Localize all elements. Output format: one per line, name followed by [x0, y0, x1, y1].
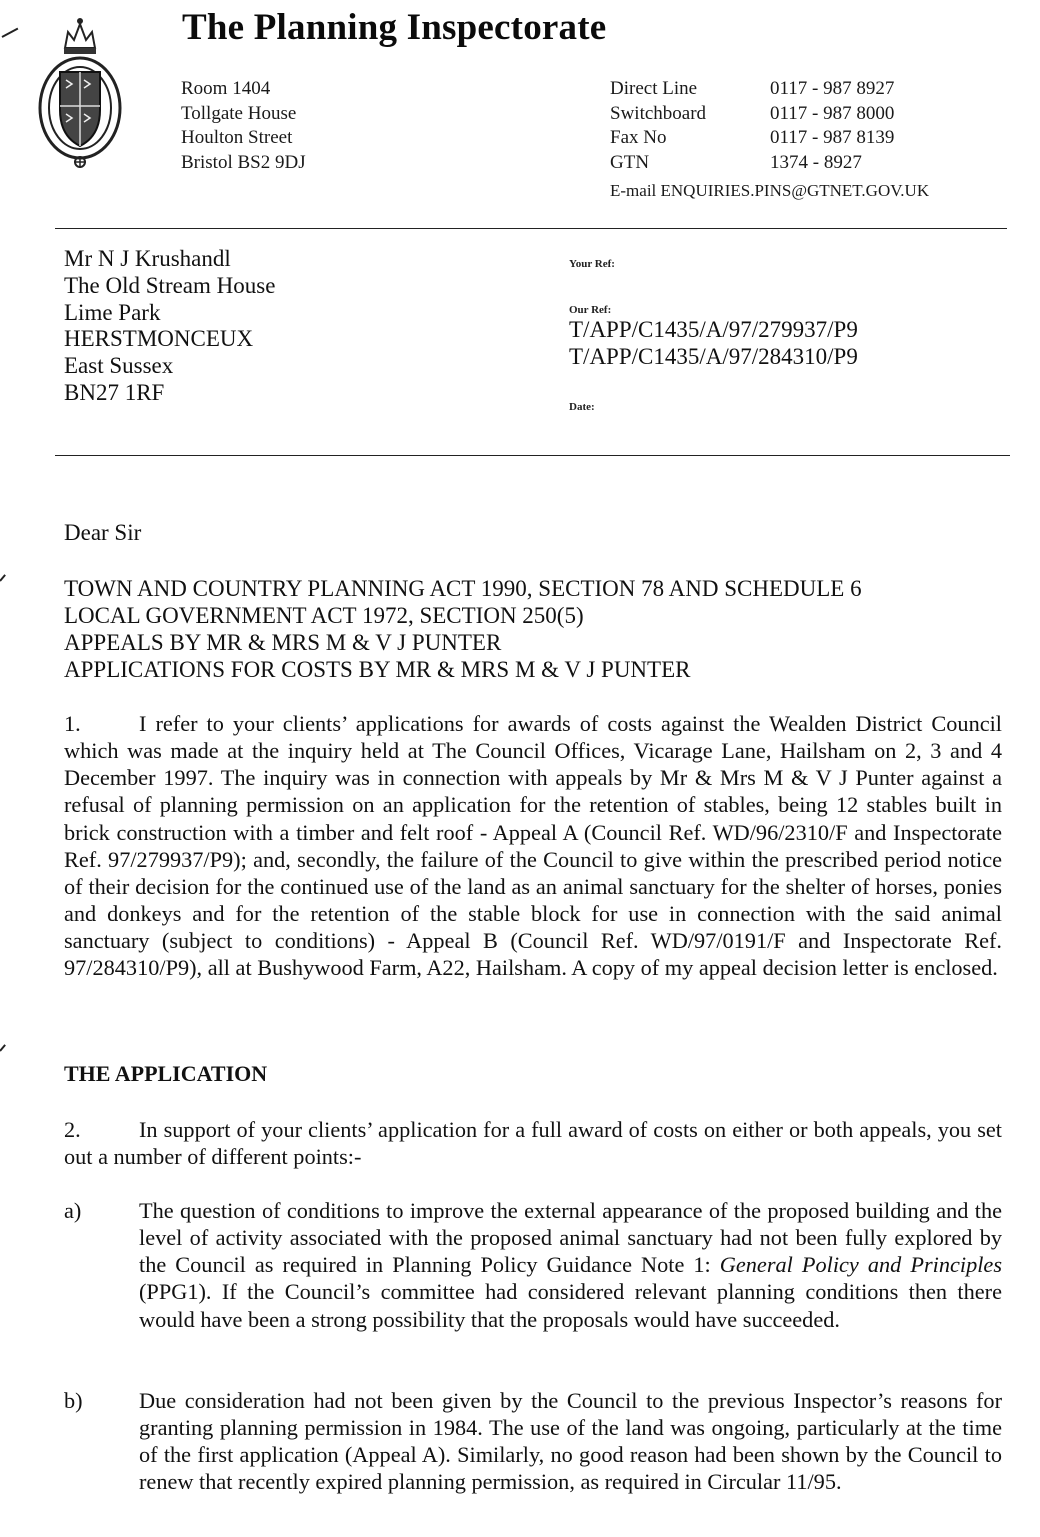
scan-mark: [2, 28, 19, 38]
recipient-line: The Old Stream House: [64, 272, 276, 298]
address-line: Bristol BS2 9DJ: [181, 151, 306, 173]
recipient-line: Lime Park: [64, 299, 161, 325]
contact-label: Direct Line: [610, 78, 698, 99]
paragraph-2: [64, 1116, 1002, 1170]
paragraph-number: 2.: [64, 1117, 81, 1142]
list-marker: a): [64, 1198, 82, 1223]
contact-label: Fax No: [610, 127, 667, 148]
recipient-line: East Sussex: [64, 353, 174, 379]
our-references: [569, 317, 858, 371]
organisation-title: The Planning Inspectorate: [182, 7, 607, 48]
reference-number: T/APP/C1435/A/97/284310/P9: [569, 343, 858, 369]
contact-row: [610, 151, 894, 176]
reference-number: T/APP/C1435/A/97/279937/P9: [569, 317, 858, 342]
scan-mark: [0, 1044, 6, 1051]
subject-headings: [64, 575, 862, 683]
address-divider: [55, 455, 1010, 456]
paragraph-text: I refer to your clients’ applications for awards of costs against the Wealden District Council which was made at the inquiry held at The Council Offices, Vicarage Lane, Hailsham on 2, 3 and 4 December 1997. The inquiry was in connection with appeals by Mr & Mrs M & V J Punter against a refusal of planning permission on an application for the retention of stables, being 12 stables built in brick construction with a timber and felt roof - Appeal A (Council Ref. WD/96/2310/F and Inspectorate Ref. 97/279937/P9); and, secondly, the failure of the Council to give within the prescribed period notice of their decision for the continued use of the land as an animal sanctuary for the shelter of horses, ponies and donkeys and for the retention of the stable block for use in connection with the said animal sanctuary (subject to conditions) - Appeal B (Council Ref. WD/97/0191/F and Inspectorate Ref. 97/284310/P9), all at Bushywood Farm, A22, Hailsham. A copy of my appeal decision letter is enclosed.: [64, 711, 1002, 981]
section-heading: THE APPLICATION: [64, 1061, 268, 1086]
paragraph-text: In support of your clients’ application for a full award of costs on either or both appeals, you set out a number of different points:-: [64, 1117, 1002, 1170]
contact-value: 0117 - 987 8139: [770, 127, 895, 148]
contact-label: GTN: [610, 151, 650, 173]
recipient-line: HERSTMONCEUX: [64, 326, 254, 352]
salutation: Dear Sir: [64, 520, 142, 545]
recipient-line: Mr N J Krushandl: [64, 246, 231, 271]
address-line: Houlton Street: [181, 127, 293, 148]
sender-address: [181, 77, 306, 175]
list-item-text-part: The question of conditions to improve the external appearance of the proposed building and the level of activity associated with the proposed animal sanctuary had not been fully explored by the Council as required in Planning Policy Guidance Note 1:: [139, 1198, 1002, 1278]
subject-line: LOCAL GOVERNMENT ACT 1972, SECTION 250(5): [64, 603, 584, 628]
contact-row: [610, 102, 894, 127]
paragraph-1: [64, 710, 1002, 982]
recipient-line: BN27 1RF: [64, 379, 165, 405]
date-label: Date:: [569, 401, 595, 413]
list-item-text-part: (PPG1). If the Council’s committee had considered relevant planning conditions then there would have been a strong possibility that the proposals would have succeeded.: [139, 1279, 1002, 1332]
list-item-a: [64, 1197, 1002, 1333]
contact-value: 0117 - 987 8927: [770, 78, 895, 99]
contact-label: Switchboard: [610, 102, 707, 124]
contact-value: 1374 - 8927: [770, 151, 862, 173]
scan-mark: [0, 574, 6, 581]
royal-coat-of-arms-icon: [30, 10, 130, 170]
contact-details: [610, 77, 894, 175]
list-item-b: [64, 1387, 1002, 1496]
recipient-address: [64, 246, 275, 407]
address-line: Tollgate House: [181, 102, 297, 124]
our-ref-label: Our Ref:: [569, 304, 612, 316]
subject-line: APPLICATIONS FOR COSTS BY MR & MRS M & V J PUNTER: [64, 657, 691, 682]
header-divider: [55, 228, 1007, 229]
your-ref-label: Your Ref:: [569, 258, 615, 270]
subject-line: APPEALS BY MR & MRS M & V J PUNTER: [64, 630, 502, 655]
subject-line: TOWN AND COUNTRY PLANNING ACT 1990, SECTION 78 AND SCHEDULE 6: [64, 576, 862, 601]
contact-row: [610, 126, 894, 151]
list-marker: b): [64, 1388, 83, 1413]
contact-row: [610, 77, 894, 102]
list-item-text: [139, 1197, 1002, 1333]
email-address: E-mail ENQUIRIES.PINS@GTNET.GOV.UK: [610, 181, 930, 200]
contact-value: 0117 - 987 8000: [770, 102, 895, 124]
address-line: Room 1404: [181, 78, 271, 99]
document-title: General Policy and Principles: [719, 1252, 1002, 1278]
paragraph-number: 1.: [64, 711, 81, 736]
list-item-text: Due consideration had not been given by the Council to the previous Inspector’s reasons for granting planning permission in 1984. The use of the land was ongoing, particularly at the time of the first application (Appeal A). Similarly, no good reason had been shown by the Council to renew that recently expired planning permission, as required in Circular 11/95.: [139, 1388, 1002, 1495]
